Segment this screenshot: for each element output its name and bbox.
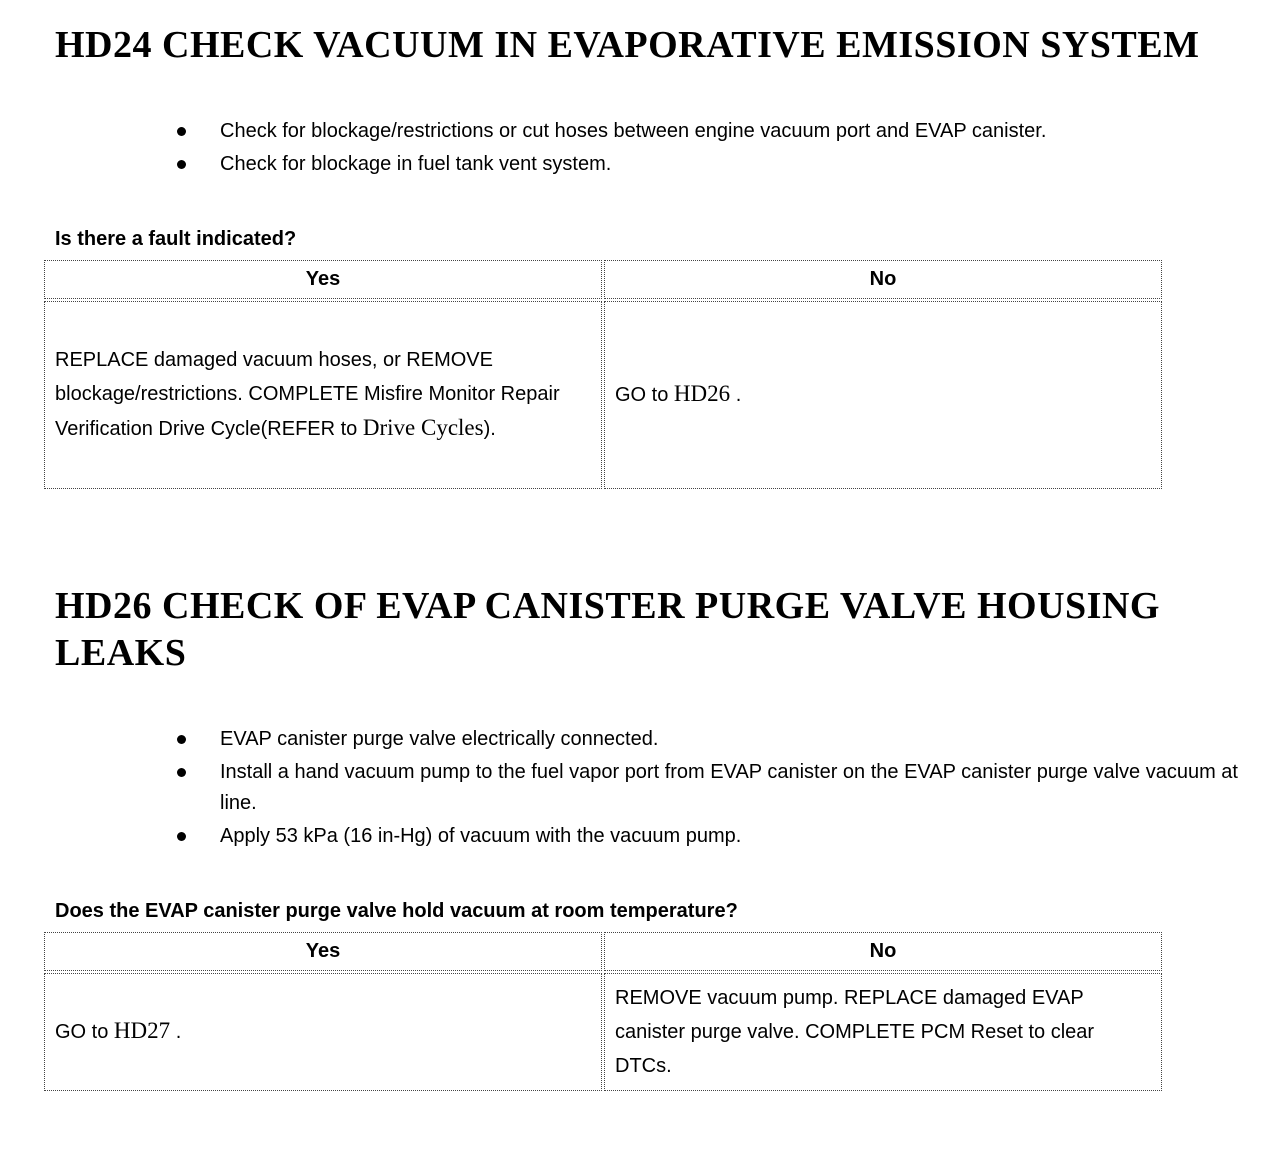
bullet-list-hd26 xyxy=(55,724,1250,852)
table-header-yes: Yes xyxy=(44,260,602,299)
section-heading-hd26: HD26 CHECK OF EVAP CANISTER PURGE VALVE HOUSING LEAKS xyxy=(55,584,1160,674)
cell-text: REMOVE vacuum pump. REPLACE damaged EVAP canister purge valve. COMPLETE PCM Reset to clear DTCs. xyxy=(615,986,1095,1077)
link-hd27[interactable]: HD27 xyxy=(113,1018,171,1043)
list-item xyxy=(175,757,1250,819)
list-item xyxy=(175,149,1250,180)
list-item xyxy=(175,821,1250,852)
table-header-no: No xyxy=(604,260,1162,299)
table-header-no: No xyxy=(604,932,1162,971)
link-drive-cycles[interactable]: Drive Cycles xyxy=(362,415,484,440)
question-text-hd26: Does the EVAP canister purge valve hold vacuum at room temperature? xyxy=(55,899,738,922)
table-cell-yes xyxy=(44,301,602,489)
question-text-hd24: Is there a fault indicated? xyxy=(55,227,297,250)
table-body-row xyxy=(44,973,1162,1091)
table-header-row xyxy=(44,932,1162,971)
cell-text: GO to xyxy=(55,1021,114,1043)
list-item xyxy=(175,116,1250,147)
decision-table-hd26 xyxy=(42,930,1164,1093)
section-heading-hd24: HD24 CHECK VACUUM IN EVAPORATIVE EMISSION SYSTEM xyxy=(55,24,1200,66)
bullet-list-hd24 xyxy=(55,116,1250,180)
list-item-text: Install a hand vacuum pump to the fuel vapor port from EVAP canister on the EVAP canister purge valve vacuum at line. xyxy=(220,760,1238,814)
section-hd24 xyxy=(0,22,1280,491)
cell-text: . xyxy=(730,384,742,406)
list-item-text: Check for blockage in fuel tank vent system. xyxy=(220,152,612,175)
table-cell-no xyxy=(604,301,1162,489)
list-item-text: EVAP canister purge valve electrically connected. xyxy=(220,727,659,750)
list-item-text: Check for blockage/restrictions or cut hoses between engine vacuum port and EVAP canister. xyxy=(220,119,1047,142)
table-cell-no xyxy=(604,973,1162,1091)
list-item-text: Apply 53 kPa (16 in-Hg) of vacuum with the vacuum pump. xyxy=(220,824,742,847)
cell-text: REPLACE damaged vacuum hoses, or REMOVE blockage/restrictions. COMPLETE Misfire Monitor Repair Verification Drive Cycle(REFER to xyxy=(55,349,560,440)
section-hd26 xyxy=(0,583,1280,1093)
list-item xyxy=(175,724,1250,755)
cell-text: GO to xyxy=(615,384,674,406)
table-body-row xyxy=(44,301,1162,489)
cell-text: ). xyxy=(483,418,496,440)
decision-table-hd24 xyxy=(42,258,1164,491)
table-header-yes: Yes xyxy=(44,932,602,971)
cell-text: . xyxy=(170,1021,182,1043)
link-hd26[interactable]: HD26 xyxy=(673,381,731,406)
table-cell-yes xyxy=(44,973,602,1091)
table-header-row xyxy=(44,260,1162,299)
